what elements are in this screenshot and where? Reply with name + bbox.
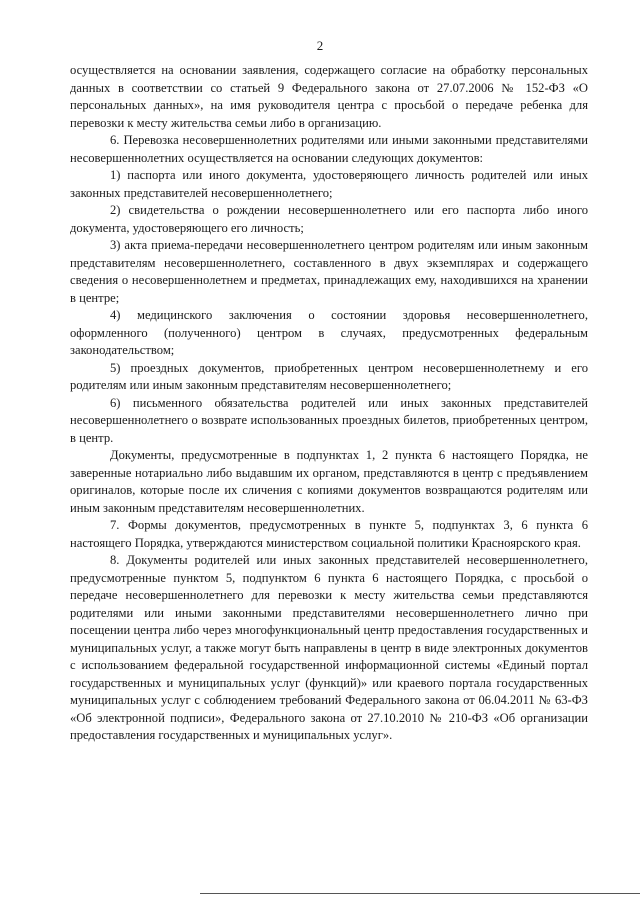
bottom-divider [200, 893, 640, 894]
page-number: 2 [316, 38, 324, 53]
subitem-5: 5) проездных документов, приобретенных центром несовершеннолетнему и его родителям или иным законным представителям несовершеннолетнего; [70, 360, 588, 392]
paragraph-item-8: 8. Документы родителей или иных законных представителей несовершеннолетнего, предусмотренные пунктом 5, подпунктом 6 пункта 6 настоящего Порядка, с просьбой о передаче несовершеннолетнего для перевозки к месту жительства семьи представляются родителями или иными законными представителями несовершеннолетнего лично при посещении центра либо через многофункциональный центр предоставления государственных и муниципальных услуг, а также могут быть направлены в центр в виде электронных документов с использованием федеральной государственной информационной системы «Единый портал государственных и муниципальных услуг (функций)» или краевого портала государственных муниципальных услуг с соблюдением требований Федерального закона от 06.04.2011 № 63-ФЗ «Об электронной подписи», Федерального закона от 27.10.2010 № 210-ФЗ «Об организации предоставления государственных и муниципальных услуг». [70, 553, 588, 742]
subitem-6: 6) письменного обязательства родителей или иных законных представителей несовершеннолетнего о возврате использованных проездных билетов, приобретенных центром, в центр. [70, 395, 588, 445]
document-body [70, 62, 588, 745]
subitem-4: 4) медицинского заключения о состоянии здоровья несовершеннолетнего, оформленного (полученного) центром в случаях, предусмотренных федеральным законодательством; [70, 308, 588, 357]
paragraph-item-6: 6. Перевозка несовершеннолетних родителями или иными законными представителями несовершеннолетних осуществляется на основании следующих документов: [70, 133, 588, 165]
subitem-1: 1) паспорта или иного документа, удостоверяющего личность родителей или иных законных представителей несовершеннолетнего; [70, 168, 588, 200]
paragraph-item-7: 7. Формы документов, предусмотренных в пункте 5, подпунктах 3, 6 пункта 6 настоящего Порядка, утверждаются министерством социальной политики Красноярского края. [70, 518, 588, 550]
subitem-3: 3) акта приема-передачи несовершеннолетнего центром родителям или иным законным представителям несовершеннолетнего, составленного в двух экземплярах и содержащего сведения о несовершеннолетнем и предметах, принадлежащих ему, находившихся на хранении в центре; [70, 238, 588, 305]
subitem-2: 2) свидетельства о рождении несовершеннолетнего или его паспорта либо иного документа, удостоверяющего его личность; [70, 203, 588, 235]
paragraph-continuation: осуществляется на основании заявления, содержащего согласие на обработку персональных данных в соответствии со статьей 9 Федерального закона от 27.07.2006 № 152-ФЗ «О персональных данных», на имя руководителя центра с просьбой о передаче ребенка для перевозки к месту жительства семьи либо в организацию. [70, 63, 588, 130]
paragraph-documents: Документы, предусмотренные в подпунктах 1, 2 пункта 6 настоящего Порядка, не заверенные нотариально либо выдавшим их органом, представляются в центр с предъявлением оригиналов, которые после их сличения с копиями документов возвращаются родителям или иным законным представителям несовершеннолетних. [70, 448, 588, 515]
